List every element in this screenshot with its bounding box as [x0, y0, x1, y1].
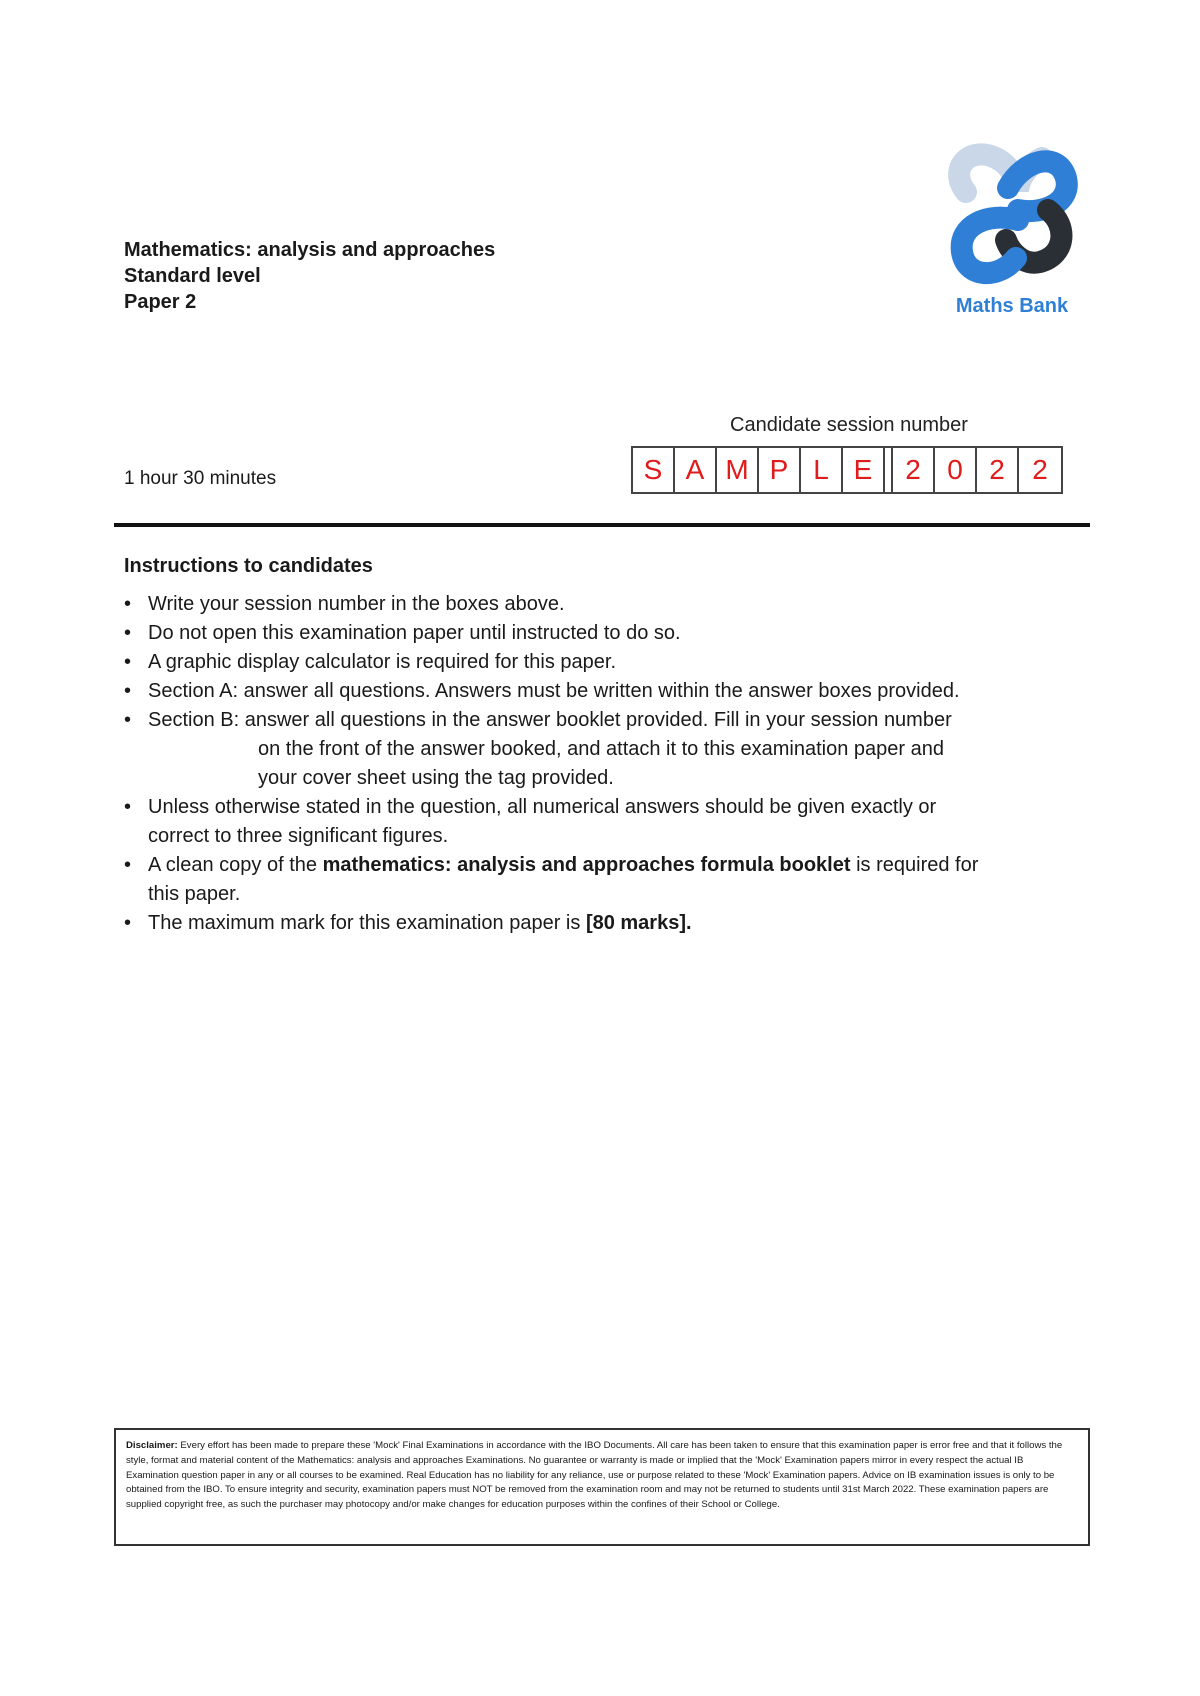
session-number-boxes: [631, 446, 1063, 494]
subject-title: Mathematics: analysis and approaches: [124, 239, 496, 261]
bullet-icon: •: [124, 796, 132, 818]
instruction-continuation: this paper.: [148, 883, 241, 905]
instruction-item: [124, 706, 1084, 793]
logo-text: Maths Bank: [955, 295, 1069, 317]
instruction-text: is required for: [856, 854, 979, 876]
instruction-continuation: your cover sheet using the tag provided.: [258, 767, 614, 789]
instruction-item: [124, 793, 1084, 851]
formula-booklet-name: mathematics: analysis and approaches formula booklet: [322, 854, 851, 876]
disclaimer-box: [114, 1428, 1090, 1546]
session-box-gap: [885, 448, 893, 492]
instruction-text: A clean copy of the: [148, 854, 318, 876]
instruction-item: [124, 851, 1084, 909]
instruction-continuation: correct to three significant figures.: [148, 825, 449, 847]
session-number-label: Candidate session number: [730, 414, 968, 436]
session-box: 0: [935, 448, 977, 492]
instruction-text: Section A: answer all questions. Answers must be written within the answer boxes provided.: [148, 680, 960, 702]
disclaimer-text: Every effort has been made to prepare these 'Mock' Final Examinations in accordance with the IBO Documents. All care has been taken to ensure that this examination paper is error free and that it follows the style, format and material content of the Mathematics: analysis and approaches Examinations. No guarantee or warranty is made or implied that the 'Mock' Examination papers mirror in every respect the actual IB Examination question paper in any or all courses to be examined. Real Education has no liability for any reliance, use or purpose related to these 'Mock' Examination papers. Advice on IB examination issues is only to be obtained from the IBO. To ensure integrity and security, examination papers must NOT be removed from the examination room and may not be returned to students until 31st March 2022. These examination papers are supplied copyright free, as such the purchaser may photocopy and/or make changes for education purposes within the confines of their School or College.: [126, 1440, 1063, 1511]
instruction-item: [124, 677, 1084, 706]
paper-title-block: [124, 237, 495, 315]
bullet-icon: •: [124, 593, 132, 615]
session-box: P: [759, 448, 801, 492]
session-box: E: [843, 448, 885, 492]
maths-bank-logo: [948, 140, 1098, 322]
session-box: S: [633, 448, 675, 492]
paper-number: Paper 2: [124, 291, 197, 313]
bullet-icon: •: [124, 622, 132, 644]
instruction-text: Write your session number in the boxes above.: [148, 593, 565, 615]
instruction-text: Section B: answer all questions in the answer booklet provided. Fill in your session number: [148, 709, 952, 731]
bullet-icon: •: [124, 854, 132, 876]
instruction-text: Unless otherwise stated in the question, all numerical answers should be given exactly or: [148, 796, 937, 818]
session-box: A: [675, 448, 717, 492]
instruction-continuation: on the front of the answer booked, and attach it to this examination paper and: [258, 738, 945, 760]
instructions-list: [124, 590, 1084, 938]
session-box: L: [801, 448, 843, 492]
bullet-icon: •: [124, 709, 132, 731]
bullet-icon: •: [124, 912, 132, 934]
instruction-item: [124, 648, 1084, 677]
exam-duration: 1 hour 30 minutes: [124, 468, 277, 489]
instruction-item: [124, 619, 1084, 648]
logo-mark-icon: [948, 140, 1078, 290]
bullet-icon: •: [124, 651, 132, 673]
bullet-icon: •: [124, 680, 132, 702]
header-divider: [114, 523, 1090, 527]
instruction-item: [124, 909, 1084, 938]
instruction-text: A graphic display calculator is required for this paper.: [148, 651, 617, 673]
instruction-item: [124, 590, 1084, 619]
session-box: 2: [1032, 454, 1048, 485]
level-title: Standard level: [124, 265, 261, 287]
session-box: M: [717, 448, 759, 492]
max-marks: [80 marks]: [585, 912, 686, 934]
session-box: 2: [977, 448, 1019, 492]
session-box: 2: [893, 448, 935, 492]
instruction-text: Do not open this examination paper until instructed to do so.: [148, 622, 681, 644]
instruction-text: The maximum mark for this examination paper is: [148, 912, 581, 934]
disclaimer-label: Disclaimer:: [126, 1440, 178, 1451]
instructions-heading: Instructions to candidates: [124, 555, 373, 577]
max-marks-period: .: [686, 912, 692, 934]
